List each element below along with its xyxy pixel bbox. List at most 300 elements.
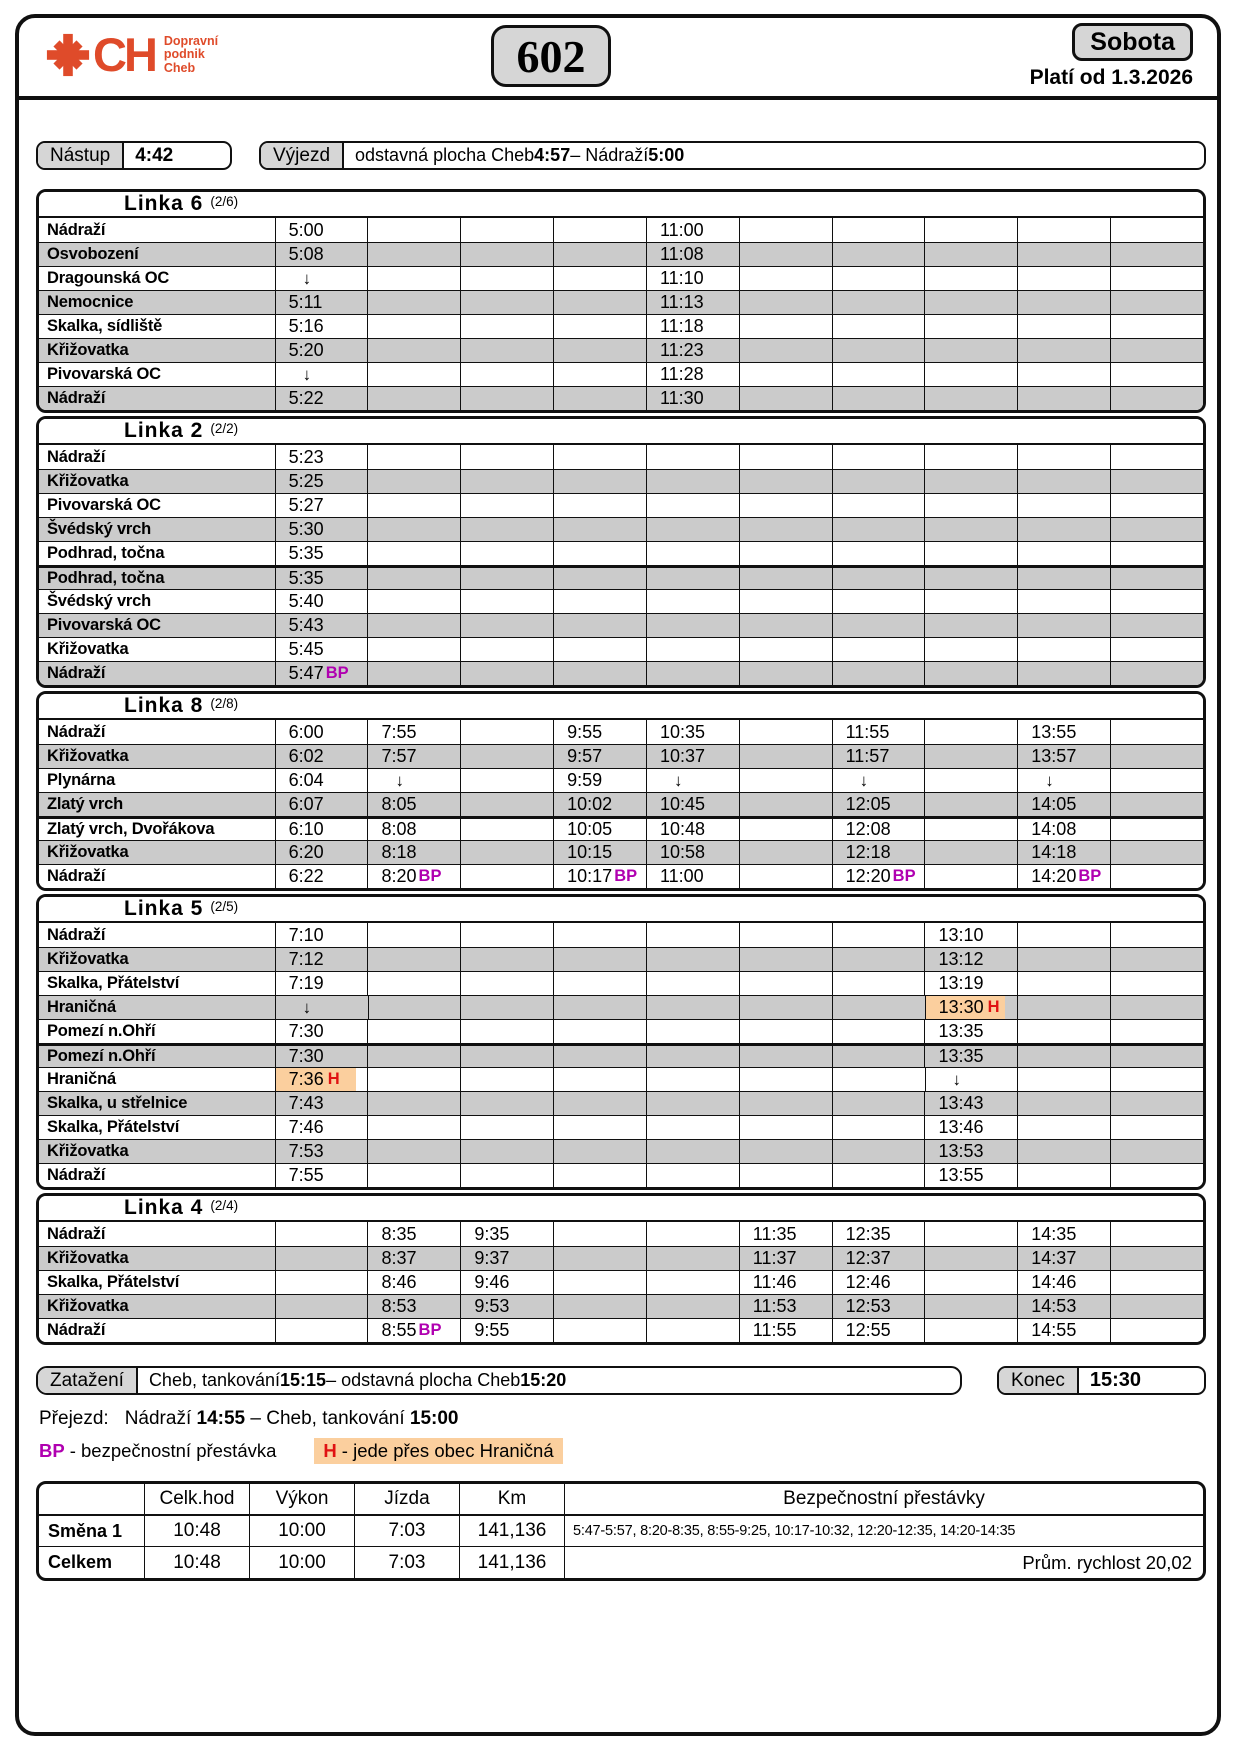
time-cell — [275, 291, 368, 314]
zatazeni-label: Zatažení — [38, 1368, 138, 1393]
time-value: 12:08 — [845, 819, 891, 839]
time-cell — [925, 996, 1018, 1019]
stop-name: Pivovarská OC — [47, 496, 161, 514]
time-value: 5:40 — [288, 591, 324, 611]
time-cell — [553, 387, 646, 410]
time-cell — [1110, 1247, 1203, 1270]
stop-name: Nádraží — [47, 722, 106, 741]
table-row — [39, 1019, 1203, 1043]
time-cell — [832, 542, 925, 565]
time-cell — [553, 1116, 646, 1139]
time-cell — [739, 1068, 832, 1091]
time-value: 7:46 — [288, 1117, 324, 1137]
time-cell — [460, 1140, 553, 1163]
time-cell — [832, 1020, 925, 1043]
time-cell — [1017, 972, 1110, 995]
time-cell — [1017, 494, 1110, 517]
time-cell — [924, 1164, 1017, 1187]
stop-name: Nádraží — [47, 925, 106, 944]
time-cell — [1110, 1020, 1203, 1043]
time-cell — [275, 542, 368, 565]
linka-title: Linka 4 — [124, 1196, 204, 1219]
time-cell — [1017, 387, 1110, 410]
time-cell — [1017, 1046, 1110, 1067]
time-cell — [1110, 1068, 1203, 1091]
time-value: 9:59 — [567, 770, 603, 790]
table-row — [39, 768, 1203, 792]
text-segment: – Cheb, tankování — [245, 1408, 410, 1429]
table-row — [39, 445, 1203, 469]
stop-name: Skalka, sídliště — [47, 317, 163, 335]
time-cell — [275, 267, 368, 290]
time-cell — [739, 1295, 832, 1318]
time-cell — [1017, 793, 1110, 816]
time-cell — [460, 819, 553, 840]
time-value: 9:55 — [474, 1320, 510, 1340]
konec-time: 15:30 — [1089, 1369, 1142, 1391]
time-cell — [832, 518, 925, 541]
table-row — [39, 242, 1203, 266]
summary-header-cell: Jízda — [354, 1484, 459, 1514]
text-segment: – odstavná plocha Cheb — [326, 1370, 521, 1390]
time-cell — [646, 923, 739, 947]
time-value: 6:22 — [288, 866, 324, 886]
time-value: 6:10 — [288, 819, 324, 839]
highlight-box — [276, 1068, 356, 1091]
through-arrow-icon: ↓ — [302, 269, 312, 288]
time-cell — [832, 494, 925, 517]
summary-note: Prům. rychlost 20,02 — [564, 1547, 1203, 1578]
time-cell — [832, 614, 925, 637]
time-cell — [646, 1046, 739, 1067]
time-value: 7:55 — [288, 1165, 324, 1185]
time-cell — [646, 494, 739, 517]
stop-name: Pomezí n.Ohří — [47, 1047, 156, 1065]
time-cell — [832, 793, 925, 816]
time-cell — [832, 218, 925, 242]
stop-name: Zlatý vrch — [47, 795, 123, 813]
linka-trip-counter: (2/6) — [210, 193, 239, 209]
table-row — [39, 947, 1203, 971]
time-value: 13:46 — [938, 1117, 984, 1137]
time-cell — [275, 819, 368, 840]
table-row — [39, 864, 1203, 888]
table-row — [39, 661, 1203, 685]
time-cell — [367, 841, 460, 864]
time-cell — [924, 315, 1017, 338]
summary-value: 141,136 — [459, 1516, 564, 1546]
time-cell — [1110, 1046, 1203, 1067]
time-value: 11:13 — [659, 292, 704, 312]
time-cell — [367, 745, 460, 768]
time-cell — [1017, 291, 1110, 314]
zatazeni-box — [36, 1366, 962, 1395]
stop-name: Nádraží — [47, 1224, 106, 1243]
time-cell — [739, 445, 832, 469]
time-value: 12:37 — [845, 1248, 891, 1268]
time-cell — [739, 614, 832, 637]
table-row — [39, 362, 1203, 386]
time-cell — [367, 1271, 460, 1294]
time-value: 7:19 — [288, 973, 324, 993]
time-value: 7:57 — [381, 746, 417, 766]
time-cell — [553, 1319, 646, 1342]
time-cell — [832, 291, 925, 314]
time-cell — [367, 291, 460, 314]
time-value: 5:25 — [288, 471, 324, 491]
logo-asterisk-icon — [45, 32, 91, 78]
time-cell — [275, 948, 368, 971]
stop-name: Nádraží — [47, 867, 106, 885]
time-cell — [1110, 793, 1203, 816]
time-cell — [553, 793, 646, 816]
time-cell — [367, 470, 460, 493]
stop-name: Nádraží — [47, 389, 106, 407]
summary-row — [39, 1546, 1203, 1578]
table-row — [39, 565, 1203, 589]
time-cell — [275, 494, 368, 517]
summary-value: 7:03 — [354, 1516, 459, 1546]
linka-header — [39, 694, 1203, 720]
time-cell — [924, 923, 1017, 947]
time-cell — [924, 568, 1017, 589]
summary-row — [39, 1514, 1203, 1546]
time-cell — [275, 470, 368, 493]
time-cell — [275, 1247, 368, 1270]
time-value: 5:27 — [288, 495, 324, 515]
time-cell — [1110, 387, 1203, 410]
time-value: 6:07 — [288, 794, 324, 814]
time-cell — [646, 1116, 739, 1139]
time-cell — [832, 568, 925, 589]
time-cell — [275, 218, 368, 242]
logo-line-2: podnik — [163, 47, 205, 62]
time-value: 5:43 — [288, 615, 324, 635]
time-value: 7:10 — [288, 924, 324, 945]
nastup-box — [36, 141, 232, 170]
linka-title: Linka 8 — [124, 694, 204, 717]
time-cell — [275, 568, 368, 589]
stop-name: Křižovatka — [47, 747, 129, 765]
linka-header — [39, 1196, 1203, 1222]
time-cell — [1110, 1164, 1203, 1187]
time-cell — [460, 1164, 553, 1187]
time-value: 10:45 — [659, 794, 706, 814]
stop-name: Pivovarská OC — [47, 616, 161, 634]
time-cell — [460, 243, 553, 266]
time-cell — [275, 445, 368, 469]
time-cell — [1017, 1164, 1110, 1187]
table-row — [39, 1091, 1203, 1115]
time-cell — [832, 1116, 925, 1139]
time-cell — [739, 387, 832, 410]
time-cell — [646, 315, 739, 338]
table-row — [39, 493, 1203, 517]
time-cell — [646, 769, 739, 792]
time-cell — [646, 243, 739, 266]
header-right — [1030, 23, 1193, 90]
time-cell — [832, 470, 925, 493]
time-cell — [646, 291, 739, 314]
time-cell — [739, 865, 832, 888]
prejezd-label: Přejezd: — [39, 1408, 109, 1429]
time-cell — [553, 267, 646, 290]
time-cell — [739, 1319, 832, 1342]
time-value: 7:43 — [288, 1093, 324, 1113]
time-cell — [367, 793, 460, 816]
time-value: 14:18 — [1031, 842, 1077, 862]
time-cell — [739, 1140, 832, 1163]
time-cell — [553, 948, 646, 971]
h-mark: H — [987, 998, 1000, 1016]
time-cell — [646, 445, 739, 469]
time-cell — [924, 494, 1017, 517]
linka-tables — [36, 189, 1206, 1345]
time-cell — [924, 769, 1017, 792]
time-cell — [646, 614, 739, 637]
time-cell — [553, 841, 646, 864]
time-cell — [367, 1140, 460, 1163]
linka-section — [36, 691, 1206, 891]
time-cell — [275, 1020, 368, 1043]
time-cell — [832, 923, 925, 947]
stop-name: Zlatý vrch, Dvořákova — [47, 820, 215, 838]
time-cell — [924, 218, 1017, 242]
time-cell — [1017, 745, 1110, 768]
summary-value: 7:03 — [354, 1547, 459, 1578]
time-cell — [275, 614, 368, 637]
time-value: 15:20 — [520, 1370, 567, 1390]
time-cell — [275, 339, 368, 362]
time-value: 11:23 — [659, 340, 704, 360]
time-cell — [275, 1092, 368, 1115]
vyjezd-box — [259, 141, 1206, 170]
time-cell — [1017, 568, 1110, 589]
time-cell — [924, 1222, 1017, 1246]
time-value: 5:23 — [288, 446, 324, 467]
time-cell — [553, 745, 646, 768]
time-cell — [1017, 470, 1110, 493]
time-cell — [924, 1319, 1017, 1342]
time-cell — [275, 662, 368, 685]
time-cell — [1110, 542, 1203, 565]
time-cell — [739, 218, 832, 242]
bp-mark: BP — [614, 867, 638, 885]
stop-name: Křižovatka — [47, 472, 129, 490]
time-cell — [739, 1222, 832, 1246]
time-cell — [832, 1247, 925, 1270]
stop-name: Pomezí n.Ohří — [47, 1022, 156, 1040]
time-cell — [739, 841, 832, 864]
time-cell — [367, 720, 460, 744]
time-cell — [646, 1319, 739, 1342]
logo-line-1: Dopravní — [163, 33, 219, 48]
time-cell — [832, 1222, 925, 1246]
time-value: 8:18 — [381, 842, 417, 862]
time-cell — [1017, 662, 1110, 685]
prejezd-line — [36, 1408, 1206, 1430]
time-value: 11:00 — [659, 219, 704, 240]
time-cell — [367, 363, 460, 386]
time-cell — [1017, 267, 1110, 290]
time-cell — [367, 387, 460, 410]
time-value: 13:55 — [1031, 721, 1077, 742]
time-cell — [739, 793, 832, 816]
time-value: 13:55 — [938, 1165, 984, 1185]
time-value: 8:55 — [381, 1320, 417, 1340]
time-cell — [460, 948, 553, 971]
time-cell — [553, 494, 646, 517]
time-cell — [553, 1295, 646, 1318]
time-cell — [1017, 1247, 1110, 1270]
time-cell — [1110, 1271, 1203, 1294]
time-cell — [460, 841, 553, 864]
time-value: 6:20 — [288, 842, 324, 862]
linka-title: Linka 2 — [124, 419, 204, 442]
stop-name: Skalka, Přátelství — [47, 974, 180, 992]
time-cell — [832, 1164, 925, 1187]
time-value: 9:57 — [567, 746, 603, 766]
time-cell — [1110, 445, 1203, 469]
legend-h — [314, 1438, 562, 1464]
logo-brand: CH — [93, 28, 155, 81]
time-cell — [832, 590, 925, 613]
summary-row-label: Směna 1 — [48, 1520, 123, 1541]
time-cell — [1017, 614, 1110, 637]
time-cell — [367, 1046, 460, 1067]
linka-header — [39, 897, 1203, 923]
time-value: 12:05 — [845, 794, 891, 814]
time-cell — [553, 1020, 646, 1043]
summary-header-cell — [39, 1484, 144, 1514]
time-value: 11:35 — [752, 1223, 797, 1244]
time-cell — [367, 1222, 460, 1246]
time-cell — [553, 1068, 646, 1091]
time-cell — [367, 972, 460, 995]
time-cell — [832, 363, 925, 386]
time-cell — [275, 923, 368, 947]
time-cell — [832, 638, 925, 661]
time-value: 14:46 — [1031, 1272, 1077, 1292]
time-value: 12:35 — [845, 1223, 891, 1244]
time-cell — [924, 470, 1017, 493]
time-cell — [924, 972, 1017, 995]
table-row — [39, 218, 1203, 242]
time-cell — [924, 948, 1017, 971]
h-mark: H — [327, 1070, 340, 1088]
time-cell — [367, 1247, 460, 1270]
time-cell — [1017, 1020, 1110, 1043]
time-value: 10:35 — [659, 721, 706, 742]
time-value: 11:55 — [752, 1320, 797, 1340]
time-cell — [739, 315, 832, 338]
time-cell — [1017, 720, 1110, 744]
time-cell — [1110, 923, 1203, 947]
time-cell — [553, 518, 646, 541]
table-row — [39, 1318, 1203, 1342]
time-cell — [553, 865, 646, 888]
time-cell — [924, 720, 1017, 744]
time-value: 8:37 — [381, 1248, 417, 1268]
time-cell — [924, 1092, 1017, 1115]
time-cell — [275, 793, 368, 816]
time-cell — [553, 614, 646, 637]
time-value: 10:58 — [659, 842, 706, 862]
time-cell — [1017, 218, 1110, 242]
time-value: 11:55 — [845, 721, 890, 742]
time-cell — [646, 267, 739, 290]
time-value: 7:36 — [288, 1069, 324, 1089]
time-cell — [367, 339, 460, 362]
time-cell — [275, 638, 368, 661]
time-cell — [646, 865, 739, 888]
time-cell — [646, 819, 739, 840]
time-cell — [1017, 590, 1110, 613]
time-value: 7:30 — [288, 1046, 324, 1066]
table-row — [39, 290, 1203, 314]
table-row — [39, 816, 1203, 840]
time-cell — [553, 1140, 646, 1163]
time-cell — [832, 243, 925, 266]
time-cell — [1017, 243, 1110, 266]
time-cell — [275, 720, 368, 744]
time-cell — [553, 315, 646, 338]
time-cell — [1017, 638, 1110, 661]
time-value: 12:18 — [845, 842, 891, 862]
time-cell — [460, 638, 553, 661]
time-cell — [460, 339, 553, 362]
table-row — [39, 1115, 1203, 1139]
time-cell — [924, 542, 1017, 565]
logo-company-name — [164, 35, 218, 76]
time-cell — [275, 243, 368, 266]
time-value: 8:20 — [381, 866, 417, 886]
time-value: 5:30 — [288, 519, 324, 539]
time-cell — [924, 841, 1017, 864]
time-cell — [367, 662, 460, 685]
legend-bp-text: - bezpečnostní přestávka — [69, 1440, 277, 1461]
time-cell — [739, 363, 832, 386]
stop-name: Křižovatka — [47, 843, 129, 861]
time-cell — [460, 315, 553, 338]
linka-header — [39, 192, 1203, 218]
time-value: 10:17 — [567, 866, 613, 886]
summary-value: 10:00 — [249, 1516, 354, 1546]
time-cell — [367, 218, 460, 242]
time-value: 5:11 — [288, 292, 323, 312]
time-cell — [460, 745, 553, 768]
linka-trip-counter: (2/4) — [210, 1197, 239, 1213]
time-value: 12:20 — [845, 866, 891, 886]
time-value: 8:05 — [381, 794, 417, 814]
time-cell — [460, 470, 553, 493]
legend-bp — [39, 1440, 276, 1462]
table-row — [39, 613, 1203, 637]
time-value: 11:10 — [659, 268, 704, 288]
time-cell — [275, 387, 368, 410]
time-cell — [460, 1247, 553, 1270]
time-cell — [646, 1222, 739, 1246]
time-cell — [367, 1020, 460, 1043]
time-value: 6:02 — [288, 746, 324, 766]
table-row — [39, 541, 1203, 565]
time-value: 11:18 — [659, 316, 704, 336]
time-value: 11:57 — [845, 746, 890, 766]
time-cell — [460, 996, 553, 1019]
stop-name: Křižovatka — [47, 1297, 129, 1315]
time-cell — [739, 494, 832, 517]
konec-label: Konec — [999, 1368, 1079, 1393]
